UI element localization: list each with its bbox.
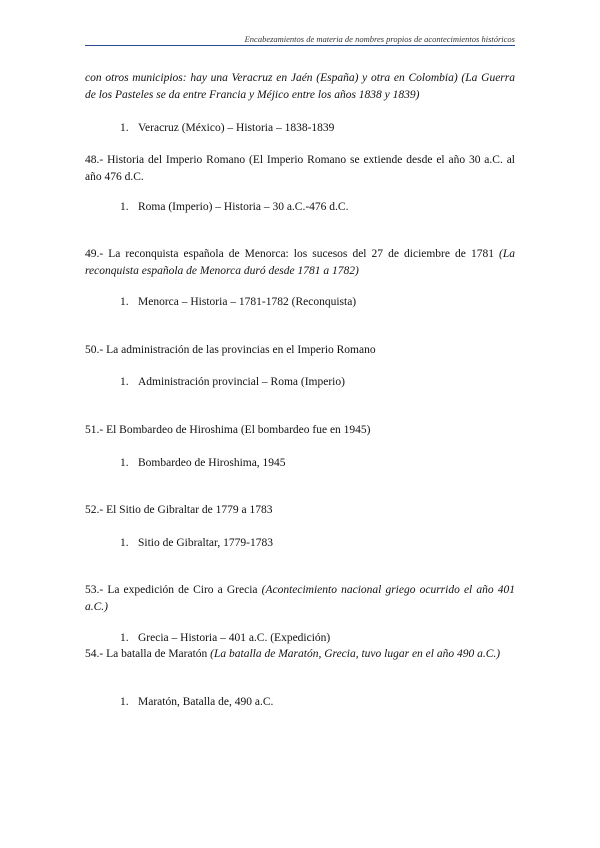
- list-item: [120, 374, 520, 391]
- list-item: [120, 535, 520, 552]
- list-number: 1.: [120, 537, 129, 549]
- entry-note: (Acontecimiento nacional griego ocurrido el año 401 a.C.): [85, 584, 515, 613]
- entry-49-title: [85, 246, 515, 280]
- list-item: [120, 630, 520, 647]
- list-number: 1.: [120, 201, 129, 213]
- running-header: Encabezamientos de materia de nombres propios de acontecimientos históricos: [244, 34, 515, 44]
- heading-text: Grecia – Historia – 401 a.C. (Expedición): [138, 632, 331, 644]
- heading-text: Menorca – Historia – 1781-1782 (Reconquista): [138, 296, 357, 308]
- list-item: [120, 294, 520, 311]
- entry-54-title: [85, 646, 515, 663]
- list-item: [120, 455, 520, 472]
- list-item: [120, 199, 520, 216]
- entry-title-text: 52.- El Sitio de Gibraltar de 1779 a 1783: [85, 504, 273, 516]
- heading-text: Administración provincial – Roma (Imperio): [138, 376, 345, 388]
- list-number: 1.: [120, 296, 129, 308]
- entry-title-text: 51.- El Bombardeo de Hiroshima (El bombardeo fue en 1945): [85, 424, 371, 436]
- entry-title-text: 48.- Historia del Imperio Romano (El Imperio Romano se extiende desde el año 30 a.C. al año 476 d.C.: [85, 154, 515, 183]
- list-number: 1.: [120, 696, 129, 708]
- entry-title-text: 53.- La expedición de Ciro a Grecia: [85, 584, 262, 596]
- header-rule: [85, 45, 515, 46]
- entry-note: (La reconquista española de Menorca duró desde 1781 a 1782): [85, 248, 515, 277]
- entry-53-title: [85, 582, 515, 616]
- list-item: [120, 694, 520, 711]
- entry-50-title: [85, 342, 515, 359]
- list-number: 1.: [120, 122, 129, 134]
- entry-48-title: [85, 152, 515, 186]
- list-number: 1.: [120, 632, 129, 644]
- entry-title-text: 54.- La batalla de Maratón: [85, 648, 211, 660]
- entry-title-text: 49.- La reconquista española de Menorca: los sucesos del 27 de diciembre de 1781: [85, 248, 500, 260]
- intro-paragraph: con otros municipios: hay una Veracruz en Jaén (España) y otra en Colombia) (La Guerra de los Pasteles se da entre Francia y Méjico entre los años 1838 y 1839): [85, 72, 515, 101]
- entry-note: (La batalla de Maratón, Grecia, tuvo lugar en el año 490 a.C.): [210, 648, 501, 660]
- entry-title-text: 50.- La administración de las provincias en el Imperio Romano: [85, 344, 376, 356]
- entry-51-title: [85, 422, 515, 439]
- heading-text: Bombardeo de Hiroshima, 1945: [138, 457, 286, 469]
- list-item: [120, 120, 520, 137]
- list-number: 1.: [120, 457, 129, 469]
- list-number: 1.: [120, 376, 129, 388]
- entry-52-title: [85, 502, 515, 519]
- heading-text: Sitio de Gibraltar, 1779-1783: [138, 537, 273, 549]
- heading-text: Roma (Imperio) – Historia – 30 a.C.-476 d.C.: [138, 201, 349, 213]
- heading-text: Veracruz (México) – Historia – 1838-1839: [138, 122, 335, 134]
- heading-text: Maratón, Batalla de, 490 a.C.: [138, 696, 274, 708]
